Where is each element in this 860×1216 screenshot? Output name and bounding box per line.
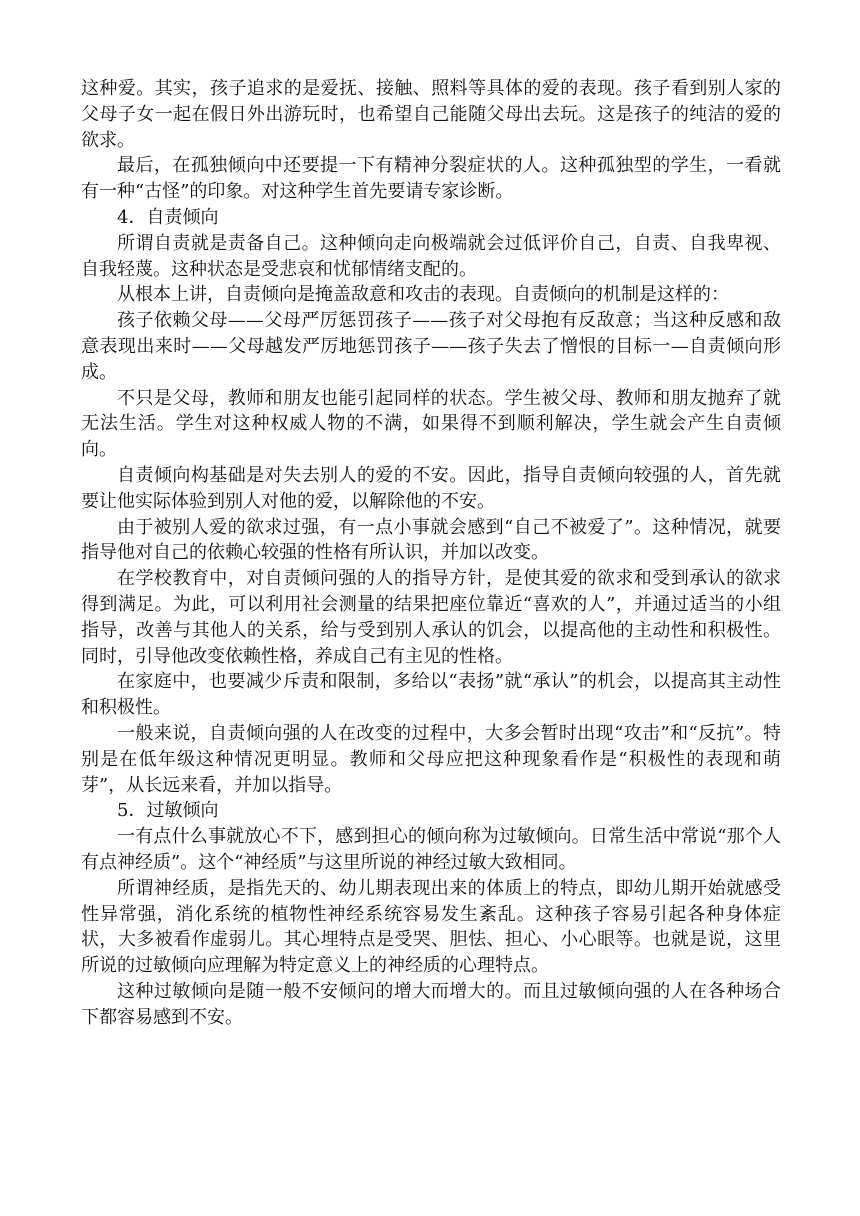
paragraph: 所谓自责就是责备自己。这种倾向走向极端就会过低评价自己，自责、自我卑视、自我轻蔑。这种状态是受悲哀和忧郁情绪支配的。 bbox=[81, 232, 781, 280]
paragraph: 不只是父母，教师和朋友也能引起同样的状态。学生被父母、教师和朋友抛弃了就无法生活。学生对这种权威人物的不满，如果得不到顺利解决，学生就会产生自责倾向。 bbox=[81, 387, 781, 461]
section-heading: 4．自责倾向 bbox=[117, 206, 219, 228]
paragraph: 自责倾向构基础是对失去别人的爱的不安。因此，指导自责倾向较强的人，首先就要让他实际体验到别人对他的爱，以解除他的不安。 bbox=[81, 464, 781, 512]
paragraph: 所谓神经质，是指先天的、幼儿期表现出来的体质上的特点，即幼儿期开始就感受性异常强，消化系统的植物性神经系统容易发生紊乱。这种孩子容易引起各种身体症状，大多被看作虚弱儿。其心埋特点是受哭、胆怯、担心、小心眼等。也就是说，这里所说的过敏倾向应理解为特定意义上的神经质的心理特点。 bbox=[81, 877, 781, 977]
paragraph: 在学校教育中，对自责倾问强的人的指导方针，是使其爱的欲求和受到承认的欲求得到满足。为此，可以利用社会测量的结果把座位靠近“喜欢的人”，并通过适当的小组指导，改善与其他人的关系，给与受到别人承认的饥会，以提高他的主动性和积极性。同时，引导他改变依赖性格，养成自己有主见的性格。 bbox=[81, 568, 781, 667]
section-heading: 5．过敏倾向 bbox=[117, 800, 219, 822]
paragraph: 在家庭中，也要减少斥责和限制，多给以“表扬”就“承认”的机会，以提高其主动性和积极性。 bbox=[81, 671, 781, 719]
paragraph: 孩子依赖父母——父母严厉惩罚孩子——孩子对父母抱有反敌意；当这种反感和敌意表现出来时——父母越发严厉地惩罚孩子——孩子失去了憎恨的目标一—自责倾向形成。 bbox=[81, 310, 781, 383]
body-text bbox=[81, 76, 781, 1030]
paragraph: 从根本上讲，自责倾向是掩盖敌意和攻击的表现。自责倾向的机制是这样的： bbox=[117, 284, 729, 306]
paragraph: 一般来说，自责倾向强的人在改变的过程中，大多会暂时出现“攻击”和“反抗”。特别是在低年级这种情况更明显。教师和父母应把这种现象看作是“积极性的表现和萌芽”，从长远来看，并加以指导。 bbox=[81, 722, 781, 796]
paragraph: 这种爱。其实，孩子追求的是爱抚、接触、照料等具体的爱的表现。孩子看到别人家的父母子女一起在假日外出游玩时，也希望自己能随父母出去玩。这是孩子的纯洁的爱的欲求。 bbox=[81, 78, 781, 151]
paragraph: 这种过敏倾向是随一般不安倾问的增大而增大的。而且过敏倾向强的人在各种场合下都容易感到不安。 bbox=[81, 980, 781, 1028]
paragraph: 一有点什么事就放心不下，感到担心的倾向称为过敏倾向。日常生活中常说“那个人有点神经质”。这个“神经质”与这里所说的神经过敏大致相同。 bbox=[81, 826, 781, 873]
paragraph: 最后，在孤独倾向中还要提一下有精神分裂症状的人。这种孤独型的学生，一看就有一种“古怪”的印象。对这种学生首先要请专家诊断。 bbox=[81, 155, 781, 203]
paragraph: 由于被别人爱的欲求过强，有一点小事就会感到“自己不被爱了”。这种情况，就要指导他对自己的依赖心较强的性格有所认识，并加以改变。 bbox=[81, 516, 781, 564]
